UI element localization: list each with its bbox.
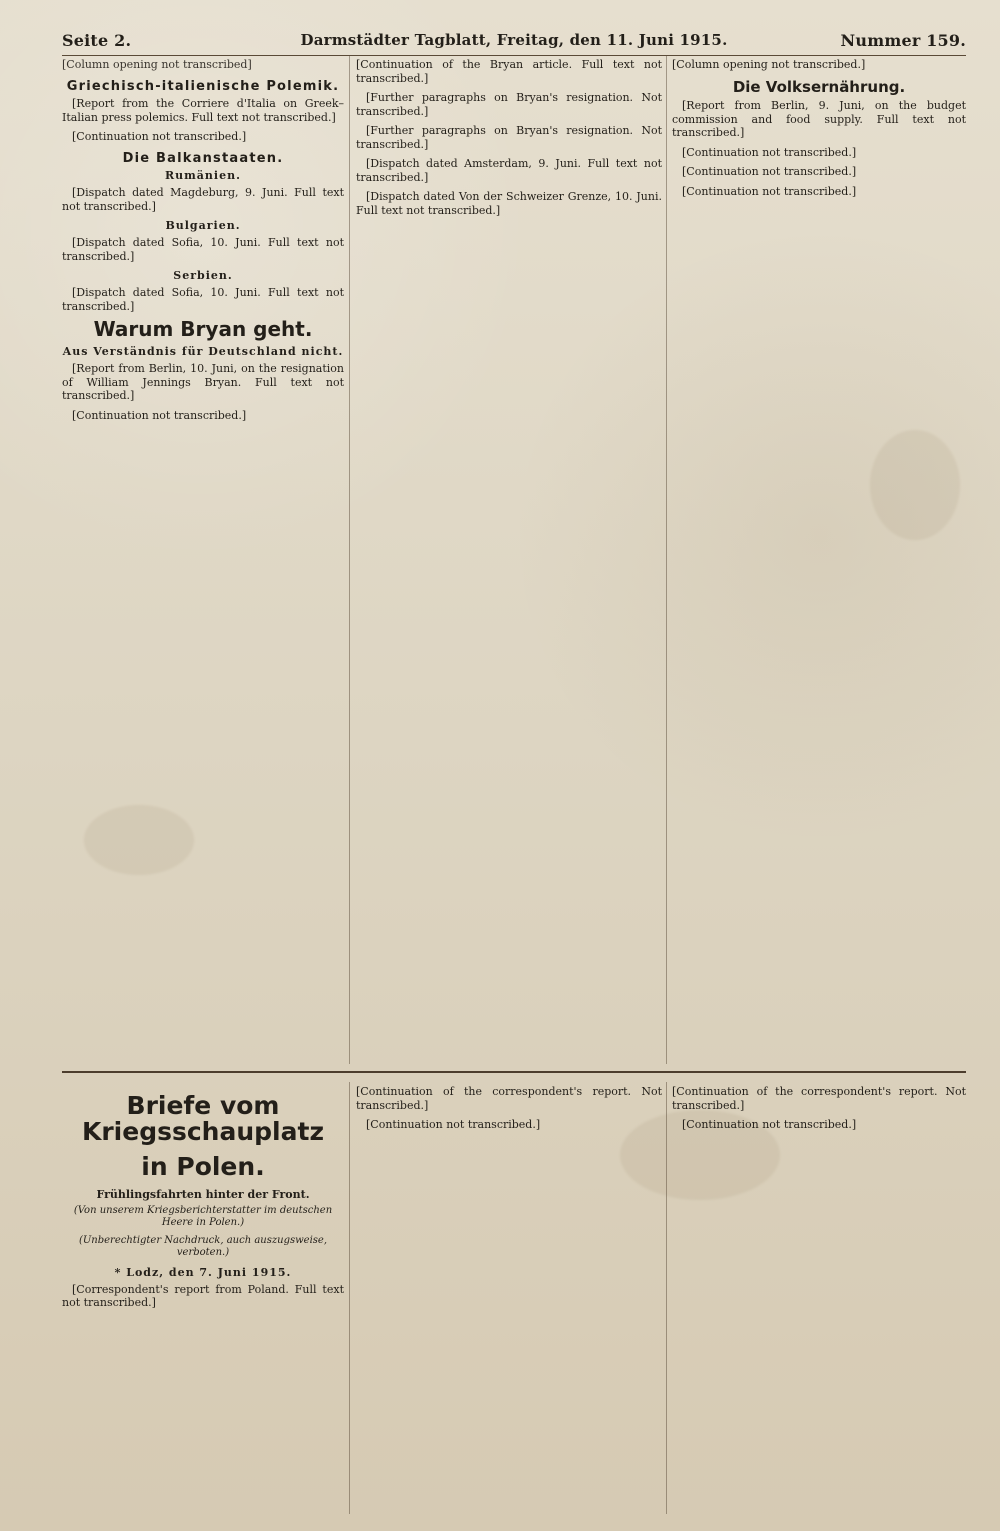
top-column-1 xyxy=(62,58,344,1058)
country-subhead: Bulgarien. xyxy=(165,219,241,233)
feature-subtitle: Frühlingsfahrten hinter der Front. xyxy=(96,1187,310,1201)
feature-title-line-2: in Polen. xyxy=(141,1151,265,1181)
article-title: Warum Bryan geht. xyxy=(93,317,313,342)
top-col1-lead: [Column opening not transcribed] xyxy=(62,58,252,71)
section-body: [Dispatch dated Sofia, 10. Juni. Full text not transcribed.] xyxy=(62,236,344,263)
section-title: Griechisch-italienische Polemik. xyxy=(66,78,340,94)
feature-body: [Correspondent's report from Poland. Full text not transcribed.] xyxy=(62,1282,344,1310)
bottom-column-3 xyxy=(672,1085,966,1515)
top-column-3 xyxy=(672,58,966,1058)
article-body: [Dispatch dated Amsterdam, 9. Juni. Full text not transcribed.] xyxy=(356,157,662,184)
feature-body: [Continuation not transcribed.] xyxy=(682,1118,857,1132)
column-divider xyxy=(666,56,667,1064)
column-divider xyxy=(666,1082,667,1514)
bottom-column-1 xyxy=(62,1085,344,1515)
article-body: [Continuation not transcribed.] xyxy=(682,145,857,159)
issue-number: Nummer 159. xyxy=(840,31,966,50)
feature-body: [Continuation not transcribed.] xyxy=(366,1118,541,1132)
article-body: [Further paragraphs on Bryan's resignation. Not transcribed.] xyxy=(356,91,662,118)
feature-credit: (Von unserem Kriegsberichterstatter im deutschen Heere in Polen.) xyxy=(73,1204,333,1228)
section-body: [Dispatch dated Sofia, 10. Juni. Full text not transcribed.] xyxy=(62,286,344,313)
section-title: Die Volksernährung. xyxy=(732,77,906,96)
feature-body: [Continuation of the correspondent's report. Not transcribed.] xyxy=(672,1085,966,1112)
section-body: [Report from the Corriere d'Italia on Greek–Italian press polemics. Full text not transcribed.] xyxy=(62,97,344,124)
article-body: [Continuation not transcribed.] xyxy=(72,408,247,422)
feature-title-line-1: Briefe vom Kriegsschauplatz xyxy=(81,1091,324,1147)
feature-dateline: * Lodz, den 7. Juni 1915. xyxy=(114,1265,292,1279)
article-body: [Continuation of the Bryan article. Full text not transcribed.] xyxy=(356,58,662,85)
country-subhead: Serbien. xyxy=(173,269,233,283)
article-body: [Dispatch dated Von der Schweizer Grenze, 10. Juni. Full text not transcribed.] xyxy=(356,190,662,217)
section-body: [Continuation not transcribed.] xyxy=(72,130,247,144)
section-body: [Dispatch dated Magdeburg, 9. Juni. Full text not transcribed.] xyxy=(62,186,344,213)
section-title: Die Balkanstaaten. xyxy=(122,150,284,166)
article-body: [Further paragraphs on Bryan's resignation. Not transcribed.] xyxy=(356,124,662,151)
article-body: [Continuation not transcribed.] xyxy=(682,184,857,198)
article-body: [Column opening not transcribed.] xyxy=(672,58,866,71)
country-subhead: Rumänien. xyxy=(165,169,241,183)
top-column-2 xyxy=(356,58,662,1058)
feature-rights: (Unberechtigter Nachdruck, auch auszugsweise, verboten.) xyxy=(78,1235,328,1259)
page-number: Seite 2. xyxy=(62,31,132,50)
column-divider xyxy=(349,56,350,1064)
newspaper-title: Darmstädter Tagblatt, Freitag, den 11. Juni 1915. xyxy=(300,31,728,49)
article-body: [Report from Berlin, 9. Juni, on the budget commission and food supply. Full text not transcribed.] xyxy=(672,99,966,140)
bottom-column-2 xyxy=(356,1085,662,1515)
section-divider xyxy=(62,1071,966,1073)
masthead xyxy=(62,31,966,56)
feature-body: [Continuation of the correspondent's report. Not transcribed.] xyxy=(356,1085,662,1112)
article-kicker: Aus Verständnis für Deutschland nicht. xyxy=(62,345,344,359)
article-body: [Continuation not transcribed.] xyxy=(682,165,857,179)
article-body: [Report from Berlin, 10. Juni, on the resignation of William Jennings Bryan. Full text not transcribed.] xyxy=(62,362,344,403)
column-divider xyxy=(349,1082,350,1514)
